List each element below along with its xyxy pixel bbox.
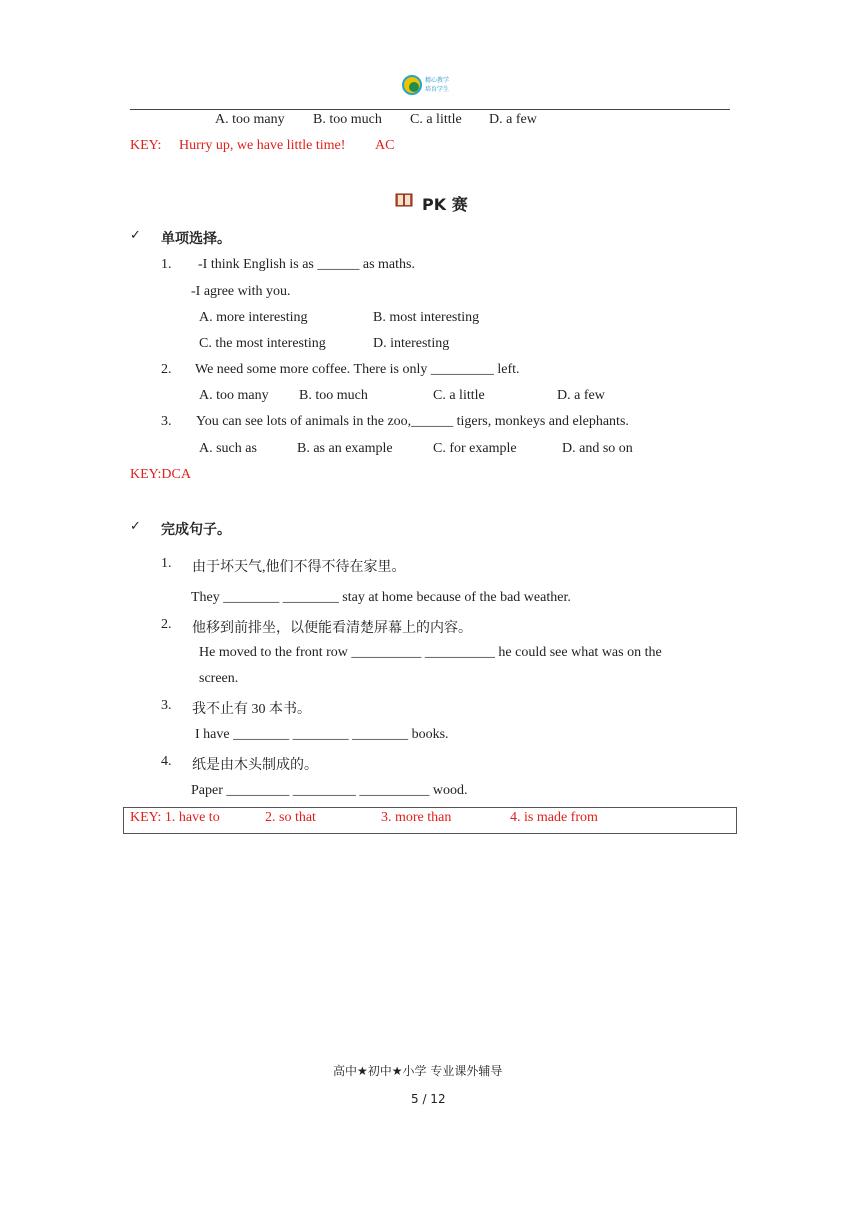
q1-option-c: C. the most interesting <box>199 336 326 351</box>
prev-key-label: KEY: <box>130 138 162 153</box>
q1-reply: -I agree with you. <box>191 284 291 299</box>
q1-option-a: A. more interesting <box>199 310 308 325</box>
section1-key: KEY:DCA <box>130 467 191 482</box>
q2-option-b: B. too much <box>299 388 368 403</box>
q2-option-c: C. a little <box>433 388 485 403</box>
s2-item3-chinese: 我不止有 30 本书。 <box>192 702 311 717</box>
q2-stem: We need some more coffee. There is only _________ left. <box>195 362 520 377</box>
section1-heading: 单项选择。 <box>161 231 231 247</box>
q1-option-b: B. most interesting <box>373 310 480 325</box>
section2-heading: 完成句子。 <box>161 522 231 538</box>
q2-option-d: D. a few <box>557 388 605 403</box>
section2-key-2: 2. so that <box>265 810 316 825</box>
s2-item1-number: 1. <box>161 556 172 571</box>
pk-title: PK 赛 <box>422 195 468 214</box>
header-rule <box>130 109 730 110</box>
section2-key-3: 3. more than <box>381 810 452 825</box>
check-icon: ✓ <box>130 228 141 243</box>
s2-item2-number: 2. <box>161 617 172 632</box>
q2-number: 2. <box>161 362 172 377</box>
section2-key-1: KEY: 1. have to <box>130 810 220 825</box>
section2-key-4: 4. is made from <box>510 810 598 825</box>
q1-number: 1. <box>161 257 172 272</box>
q3-stem: You can see lots of animals in the zoo,______ tigers, monkeys and elephants. <box>196 414 629 429</box>
s2-item2-english: He moved to the front row __________ __________ he could see what was on the <box>199 645 662 660</box>
s2-item4-number: 4. <box>161 754 172 769</box>
q3-option-c: C. for example <box>433 441 517 456</box>
s2-item3-number: 3. <box>161 698 172 713</box>
logo-text-line2: 培育学生 <box>425 86 450 93</box>
s2-item1-english: They ________ ________ stay at home because of the bad weather. <box>191 590 571 605</box>
prev-option-b: B. too much <box>313 112 382 127</box>
q1-stem: -I think English is as ______ as maths. <box>198 257 415 272</box>
s2-item2-chinese: 他移到前排坐，以便能看清楚屏幕上的内容。 <box>192 621 472 636</box>
q3-number: 3. <box>161 414 172 429</box>
logo-emblem-icon <box>402 75 422 95</box>
header-logo <box>402 75 460 97</box>
q3-option-b: B. as an example <box>297 441 393 456</box>
q2-option-a: A. too many <box>199 388 269 403</box>
logo-text-line1: 精心教学 <box>425 77 450 84</box>
check-icon: ✓ <box>130 519 141 534</box>
q3-option-d: D. and so on <box>562 441 633 456</box>
s2-item3-english: I have ________ ________ ________ books. <box>195 727 449 742</box>
prev-option-a: A. too many <box>215 112 285 127</box>
prev-key-text: Hurry up, we have little time! <box>179 138 346 153</box>
s2-item4-english: Paper _________ _________ __________ wood. <box>191 783 468 798</box>
prev-key-answer: AC <box>375 138 395 153</box>
prev-option-c: C. a little <box>410 112 462 127</box>
s2-item2-english-cont: screen. <box>199 671 239 686</box>
s2-item4-chinese: 纸是由木头制成的。 <box>192 758 318 773</box>
q1-option-d: D. interesting <box>373 336 450 351</box>
book-icon <box>395 192 413 208</box>
page-number: 5 / 12 <box>411 1092 446 1106</box>
s2-item1-chinese: 由于坏天气,他们不得不待在家里。 <box>192 560 406 575</box>
prev-option-d: D. a few <box>489 112 537 127</box>
q3-option-a: A. such as <box>199 441 257 456</box>
footer-tagline: 高中★初中★小学 专业课外辅导 <box>333 1064 503 1078</box>
